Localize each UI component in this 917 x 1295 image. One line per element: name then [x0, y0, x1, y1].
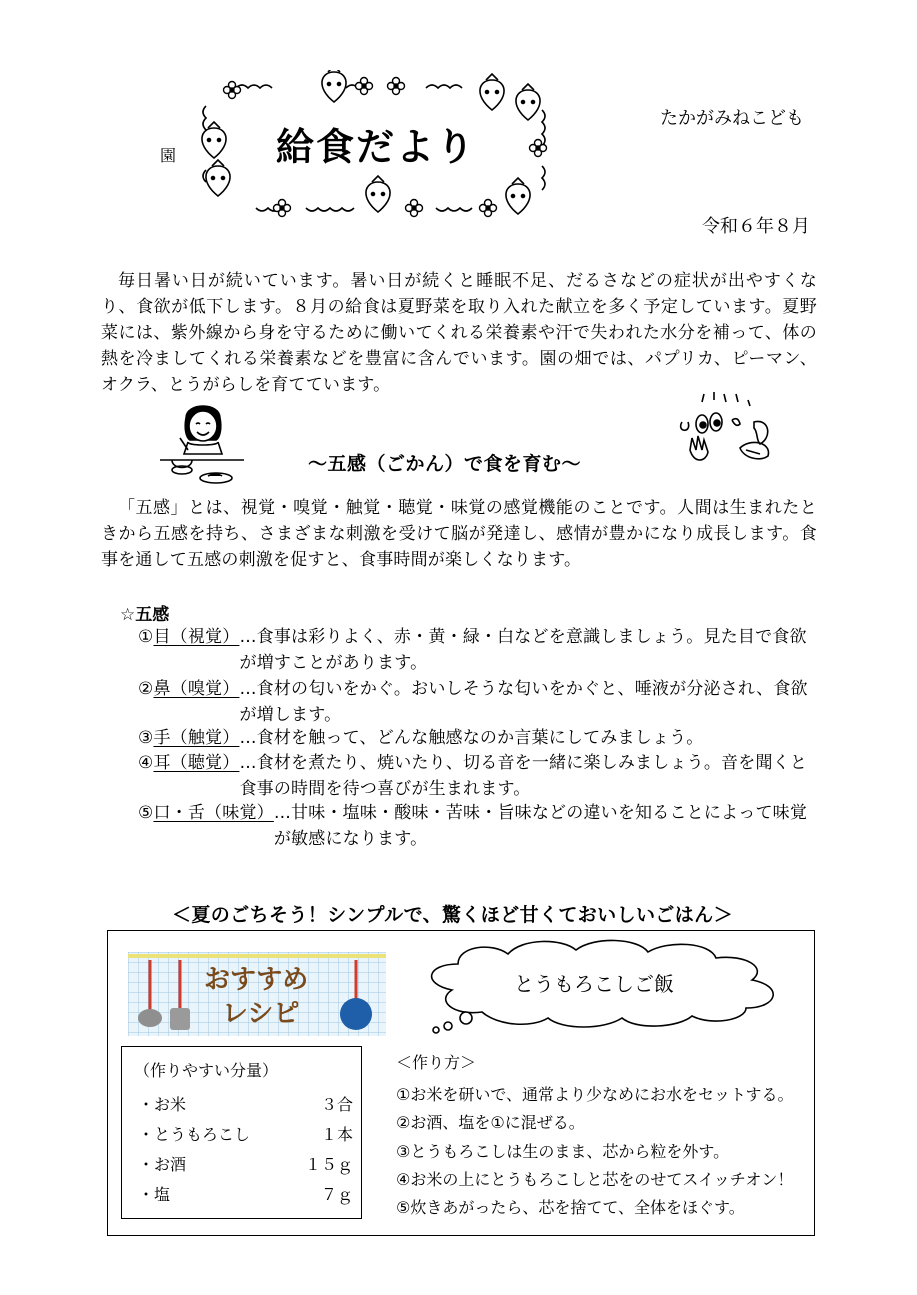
- ingredient-row: [138, 1182, 353, 1205]
- sense-description: …食事は彩りよく、赤・黄・緑・白などを意識しましょう。見た目で食欲が増すことがあります。: [239, 627, 807, 673]
- sense-label: ②鼻（嗅覚）: [138, 679, 240, 699]
- banner-line1: おすすめ: [204, 965, 309, 995]
- ingredients-title: （作りやすい分量）: [134, 1061, 279, 1080]
- ingredient-name: ・塩: [138, 1185, 171, 1204]
- ingredient-row: [138, 1092, 353, 1115]
- sense-item-smell: [138, 676, 818, 728]
- sense-label: ⑤口・舌（味覚）: [138, 803, 274, 823]
- child-eating-illustration: [158, 398, 246, 488]
- recipe-heading: ＜夏のごちそう！シンプルで、驚くほど甘くておいしいごはん＞: [172, 904, 733, 926]
- steps-title: ＜作り方＞: [396, 1053, 477, 1072]
- dish-name: とうもろこしご飯: [514, 972, 674, 996]
- section-heading: ～五感（ごかん）で食を育む～: [308, 453, 582, 475]
- recipe-step: ③とうもろこしは生のまま、芯から粒を外す。: [396, 1142, 730, 1161]
- school-name: たかがみねこども: [660, 108, 804, 129]
- recipe-step: ④お米の上にとうもろこしと芯をのせてスイッチオン！: [396, 1170, 794, 1189]
- ingredient-qty: １本: [320, 1125, 353, 1144]
- ingredient-row: [138, 1122, 353, 1145]
- ingredient-qty: ７ｇ: [320, 1185, 353, 1204]
- sense-description: …甘味・塩味・酸味・苦味・旨味などの違いを知ることによって味覚が敏感になります。: [273, 803, 808, 849]
- ingredient-name: ・お酒: [138, 1155, 187, 1174]
- recipe-step: ①お米を研いで、通常より少なめにお水をセットする。: [396, 1085, 794, 1104]
- intro-paragraph: 毎日暑い日が続いています。暑い日が続くと睡眠不足、だるさなどの症状が出やすくなり、食欲が低下します。８月の給食は夏野菜を取り入れた献立を多く予定しています。夏野菜には、紫外線から身を守るために働いてくれる栄養素や汗で失われた水分を補って、体の熱を冷ましてくれる栄養素などを豊富に含んでいます。園の畑では、パプリカ、ピーマン、オクラ、とうがらしを育てています。: [101, 271, 817, 395]
- sense-description: …食材を煮たり、焼いたり、切る音を一緒に楽しみましょう。音を聞くと食事の時間を待つ喜びが生まれます。: [239, 753, 808, 799]
- sense-item-sight: [138, 624, 818, 676]
- sense-label: ④耳（聴覚）: [138, 753, 240, 773]
- ingredient-name: ・とうもろこし: [138, 1125, 251, 1144]
- ingredient-qty: １５ｇ: [304, 1155, 353, 1174]
- sense-item-hearing: [138, 750, 818, 802]
- newsletter-title: 給食だより: [276, 125, 477, 169]
- recipe-step: ②お酒、塩を①に混ぜる。: [396, 1113, 585, 1132]
- sense-description: …食材の匂いをかぐ。おいしそうな匂いをかぐと、唾液が分泌され、食欲が増します。: [239, 679, 808, 725]
- sense-label: ③手（触覚）: [138, 728, 240, 748]
- issue-date: 令和６年８月: [702, 216, 810, 237]
- recipe-step: ⑤炊きあがったら、芯を捨てて、全体をほぐす。: [396, 1198, 745, 1217]
- banner-line2: レシピ: [222, 999, 300, 1029]
- five-senses-paragraph: 「五感」とは、視覚・嗅覚・触覚・聴覚・味覚の感覚機能のことです。人間は生まれたときから五感を持ち、さまざまな刺激を受けて脳が発達し、感情が豊かになり成長します。食事を通して五感の刺激を促すと、食事時間が楽しくなります。: [101, 498, 817, 570]
- sense-item-touch: [138, 725, 818, 751]
- sense-label: ①目（視覚）: [138, 627, 240, 647]
- sense-item-taste: [138, 800, 818, 852]
- school-prefix: 園: [160, 146, 177, 165]
- five-senses-list-heading: ☆五感: [120, 605, 170, 625]
- sense-description: …食材を触って、どんな触感なのか言葉にしてみましょう。: [239, 728, 704, 748]
- ingredient-row: [138, 1152, 353, 1175]
- recommended-recipe-banner: [128, 952, 386, 1036]
- ingredient-name: ・お米: [138, 1095, 187, 1114]
- five-senses-illustration: [672, 392, 782, 474]
- ingredient-qty: ３合: [320, 1095, 353, 1114]
